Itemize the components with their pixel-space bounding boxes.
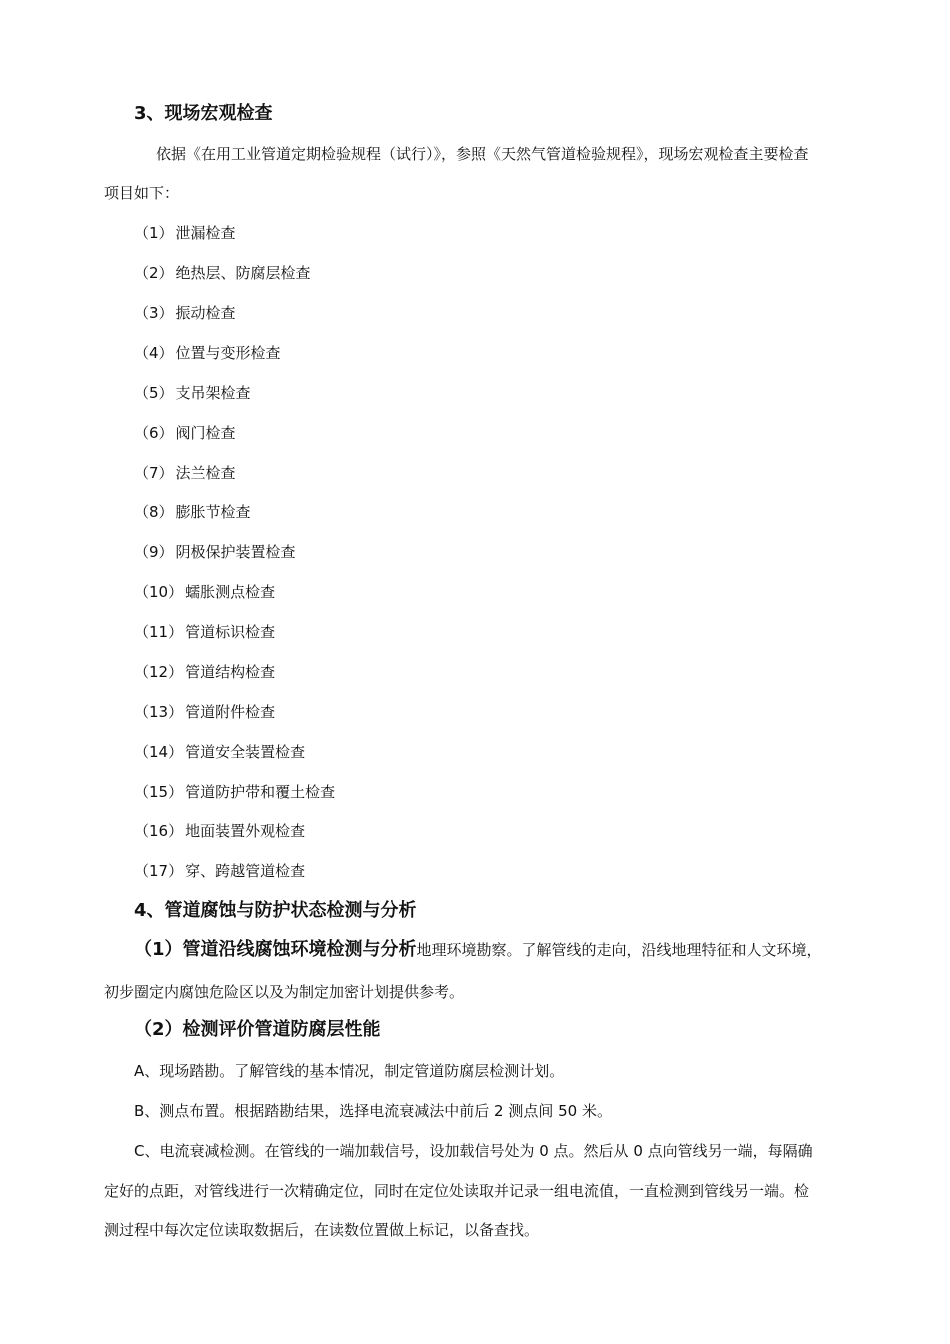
paragraph-c-line-3: 测过程中每次定位读取数据后，在读数位置做上标记，以备查找。 — [104, 1221, 540, 1239]
section-3-heading: 3、现场宏观检查 — [134, 103, 273, 124]
list-item — [134, 502, 251, 522]
list-item-text: 法兰检查 — [175, 464, 236, 482]
list-item — [134, 223, 236, 243]
list-item — [134, 622, 275, 642]
list-item-number: （14） — [134, 743, 184, 761]
list-item — [134, 582, 275, 602]
section-3-intro-line-1: 依据《在用工业管道定期检验规程（试行）》，参照《天然气管道检验规程》，现场宏观检查主要检查 — [156, 145, 809, 163]
list-item-number: （10） — [134, 583, 184, 601]
list-item — [134, 861, 305, 881]
list-item-text: 泄漏检查 — [175, 224, 236, 242]
list-item — [134, 303, 236, 323]
section-3-intro-line-2: 项目如下： — [104, 184, 180, 202]
list-item-text: 膨胀节检查 — [175, 503, 251, 521]
list-item-number: （15） — [134, 783, 184, 801]
list-item — [134, 542, 296, 562]
paragraph-a: A、现场踏勘。了解管线的基本情况，制定管道防腐层检测计划。 — [134, 1062, 565, 1080]
paragraph-c-line-1: C、电流衰减检测。在管线的一端加载信号，设加载信号处为 0 点。然后从 0 点向管线另一端，每隔确 — [134, 1142, 813, 1160]
list-item-text: 管道防护带和覆土检查 — [185, 783, 336, 801]
list-item-number: （17） — [134, 862, 184, 880]
list-item-number: （3） — [134, 304, 174, 322]
list-item-number: （8） — [134, 503, 174, 521]
list-item-text: 阴极保护装置检查 — [175, 543, 296, 561]
list-item-number: （13） — [134, 703, 184, 721]
list-item-text: 绝热层、防腐层检查 — [175, 264, 311, 282]
list-item — [134, 423, 236, 443]
list-item-text: 管道结构检查 — [185, 663, 276, 681]
list-item-text: 管道标识检查 — [185, 623, 276, 641]
list-item-number: （7） — [134, 464, 174, 482]
list-item-text: 管道附件检查 — [185, 703, 276, 721]
list-item-text: 阀门检查 — [175, 424, 236, 442]
list-item-number: （12） — [134, 663, 184, 681]
list-item-text: 蠕胀测点检查 — [185, 583, 276, 601]
list-item — [134, 821, 305, 841]
list-item-number: （11） — [134, 623, 184, 641]
list-item — [134, 343, 281, 363]
list-item-number: （9） — [134, 543, 174, 561]
list-item-number: （1） — [134, 224, 174, 242]
list-item-number: （6） — [134, 424, 174, 442]
list-item-text: 支吊架检查 — [175, 384, 251, 402]
list-item-number: （5） — [134, 384, 174, 402]
list-item-text: 振动检查 — [175, 304, 236, 322]
paragraph-c-line-2: 定好的点距，对管线进行一次精确定位，同时在定位处读取并记录一组电流值，一直检测到管线另一端。检 — [104, 1182, 810, 1200]
list-item-number: （16） — [134, 822, 184, 840]
list-item-text: 管道安全装置检查 — [185, 743, 306, 761]
subsection-2-heading-line — [134, 1018, 381, 1042]
subsection-1-line-2: 初步圈定内腐蚀危险区以及为制定加密计划提供参考。 — [104, 983, 465, 1001]
subsection-1-line-1 — [134, 938, 822, 962]
list-item-text: 穿、跨越管道检查 — [185, 862, 306, 880]
list-item-text: 地面装置外观检查 — [185, 822, 306, 840]
subsection-2-heading: （2）检测评价管道防腐层性能 — [134, 1019, 381, 1040]
list-item-number: （4） — [134, 344, 174, 362]
subsection-1-heading: （1）管道沿线腐蚀环境检测与分析 — [134, 939, 417, 960]
list-item — [134, 702, 275, 722]
list-item — [134, 662, 275, 682]
list-item — [134, 782, 335, 802]
list-item — [134, 463, 236, 483]
section-4-heading: 4、管道腐蚀与防护状态检测与分析 — [134, 900, 417, 921]
paragraph-b: B、测点布置。根据踏勘结果，选择电流衰减法中前后 2 测点间 50 米。 — [134, 1102, 612, 1120]
list-item — [134, 263, 311, 283]
list-item-number: （2） — [134, 264, 174, 282]
list-item — [134, 742, 305, 762]
subsection-1-text: 地理环境勘察。了解管线的走向，沿线地理特征和人文环境， — [416, 941, 822, 959]
list-item-text: 位置与变形检查 — [175, 344, 281, 362]
list-item — [134, 383, 251, 403]
